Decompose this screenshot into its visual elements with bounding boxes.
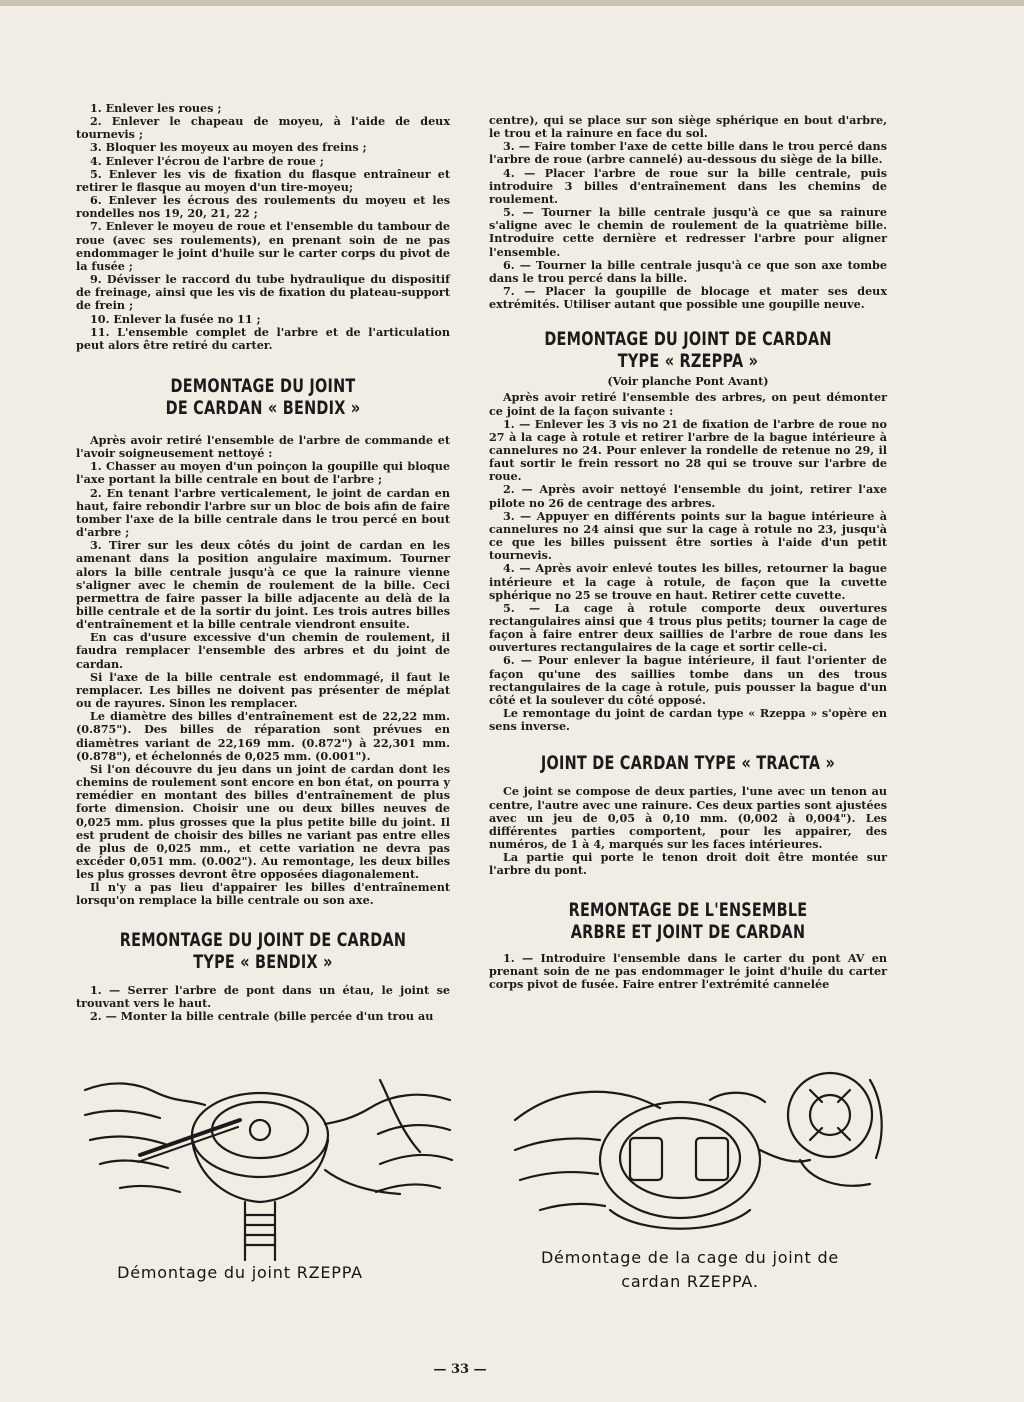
- paragraph: 1. — Introduire l'ensemble dans le carter du pont AV en prenant soin de ne pas endommager le joint d'huile du carter corps pivot de fusée. Faire entrer l'extrémité cannelée: [489, 950, 887, 991]
- list-item: 3. Bloquer les moyeux au moyen des freins ;: [90, 140, 367, 155]
- paragraph: 2. — Après avoir nettoyé l'ensemble du joint, retirer l'axe pilote no 26 de centrage des arbres.: [489, 482, 887, 510]
- figure-caption-right-line2: cardan RZEPPA.: [621, 1272, 759, 1291]
- paragraph: 6. — Tourner la bille centrale jusqu'à ce que son axe tombe dans le trou percé dans la bille.: [489, 257, 887, 285]
- list-item: 7. Enlever le moyeu de roue et l'ensemble du tambour de roue (avec ses roulements), en prenant soin de ne pas endommager le joint d'huile sur le carter corps du pivot de la fusée ;: [76, 219, 450, 273]
- figure-caption-right-line1: Démontage de la cage du joint de: [540, 1248, 840, 1267]
- bendix-remontage-text: [76, 984, 450, 1023]
- paragraph: 2. En tenant l'arbre verticalement, le joint de cardan en haut, faire rebondir l'arbre sur un bloc de bois afin de faire tomber l'axe de la bille centrale dans le trou percé en bout d'arbre ;: [76, 485, 450, 540]
- list-item: 5. Enlever les vis de fixation du flasque entraîneur et retirer le flasque au moyen d'un tire-moyeu;: [76, 166, 450, 194]
- section-title-rzeppa-1: DEMONTAGE DU JOINT DE CARDAN: [544, 329, 832, 351]
- figure-caption-left: Démontage du joint RZEPPA: [117, 1263, 363, 1282]
- list-item: 11. L'ensemble complet de l'arbre et de l'articulation peut alors être retiré du carter.: [76, 324, 450, 352]
- list-item: 6. Enlever les écrous des roulements du moyeu et les rondelles nos 19, 20, 21, 22 ;: [76, 193, 450, 221]
- paragraph: 1. — Enlever les 3 vis no 21 de fixation de l'arbre de roue no 27 à la cage à rotule et retirer l'arbre de la bague intérieure à cannelures no 24. Pour enlever la rondelle de retenue no 29, il faut sortir le frein ressort no 28 qui se trouve sur l'arbre de roue.: [489, 416, 887, 484]
- illustration-rzeppa-cage: [510, 1060, 890, 1245]
- paragraph: Le remontage du joint de cardan type « Rzeppa » s'opère en sens inverse.: [489, 706, 887, 734]
- paragraph: 3. — Appuyer en différents points sur la bague intérieure à cannelures no 24 ainsi que sur la cage à rotule no 23, jusqu'à ce que les billes puissent être sorties à l'aide d'un petit tournevis.: [489, 508, 887, 563]
- paragraph: La partie qui porte le tenon droit doit être montée sur l'arbre du pont.: [489, 850, 887, 878]
- section-title-bendix-demontage-2: DE CARDAN « BENDIX »: [165, 397, 361, 419]
- paragraph: 5. — Tourner la bille centrale jusqu'à ce que sa rainure s'aligne avec le chemin de roulement de la quatrième bille. Introduire cette dernière et redresser l'arbre pour aligner l'ensemble.: [489, 205, 887, 259]
- paragraph: Ce joint se compose de deux parties, l'une avec un tenon au centre, l'autre avec une rainure. Ces deux parties sont ajustées avec un jeu de 0,05 à 0,10 mm. (0,002 à 0,004"). Les différentes parties comportent, pour les appairer, des numéros, de 1 à 4, marqués sur les faces intérieures.: [489, 784, 887, 852]
- paragraph: Il n'y a pas lieu d'appairer les billes d'entraînement lorsqu'on remplace la bille centrale ou son axe.: [76, 880, 450, 908]
- paragraph: centre), qui se place sur son siège sphérique en bout d'arbre, le trou et la rainure en face du sol.: [489, 113, 887, 141]
- list-item: 1. Enlever les roues ;: [90, 101, 222, 115]
- paragraph: 1. — Serrer l'arbre de pont dans un étau, le joint se trouvant vers le haut.: [76, 982, 450, 1010]
- paragraph: 6. — Pour enlever la bague intérieure, il faut l'orienter de façon qu'une des saillies tombe dans un des trous rectangulaires de la cage à rotule, puis pousser la bague d'un côté et la soulever du côté opposé.: [489, 653, 887, 707]
- section-subtitle: (Voir planche Pont Avant): [607, 374, 769, 389]
- page-edge: [0, 0, 1024, 6]
- left-column: [76, 102, 450, 1023]
- paragraph: 1. Chasser au moyen d'un poinçon la goupille qui bloque l'axe portant la bille centrale en bout de l'arbre ;: [76, 459, 450, 487]
- paragraph: 5. — La cage à rotule comporte deux ouvertures rectangulaires ainsi que 4 trous plus petits; tourner la cage de façon à faire entrer deux saillies de l'arbre de roue dans les ouvertures rectangulaires de la cage et sortir celle-ci.: [489, 600, 887, 655]
- paragraph: Après avoir retiré l'ensemble des arbres, on peut démonter ce joint de la façon suivante :: [489, 390, 887, 418]
- intro-list: [76, 102, 450, 352]
- bendix-remontage-continuation: [489, 114, 887, 311]
- paragraph: 7. — Placer la goupille de blocage et mater ses deux extrémités. Utiliser autant que possible une goupille neuve.: [489, 284, 887, 312]
- paragraph: 3. — Faire tomber l'axe de cette bille dans le trou percé dans l'arbre de roue (arbre cannelé) au-dessous du siège de la bille.: [489, 139, 887, 167]
- section-title-bendix-demontage-1: DEMONTAGE DU JOINT: [170, 375, 356, 397]
- right-column: [489, 114, 887, 991]
- list-item: 2. Enlever le chapeau de moyeu, à l'aide de deux tournevis ;: [76, 114, 450, 142]
- list-item: 9. Dévisser le raccord du tube hydraulique du dispositif de freinage, ainsi que les vis de fixation du plateau-support de frein ;: [76, 272, 450, 313]
- section-title-remontage-ensemble-2: ARBRE ET JOINT DE CARDAN: [570, 921, 806, 943]
- page-number: — 33 —: [433, 1362, 487, 1377]
- paragraph: 4. — Après avoir enlevé toutes les billes, retourner la bague intérieure et la cage à rotule, de façon que la cuvette sphérique no 25 se trouve en haut. Retirer cette cuvette.: [489, 561, 887, 602]
- section-title-tracta: JOINT DE CARDAN TYPE « TRACTA »: [540, 753, 836, 775]
- tracta-text: [489, 785, 887, 877]
- paragraph: Le diamètre des billes d'entraînement est de 22,22 mm. (0.875"). Des billes de réparation sont prévues en diamètres variant de 22,169 mm. (0.872") à 22,301 mm. (0.878"), et échelonnés de 0,025 mm. (0.001").: [76, 709, 450, 763]
- list-item: 4. Enlever l'écrou de l'arbre de roue ;: [90, 153, 324, 168]
- illustration-rzeppa-joint: [80, 1060, 455, 1265]
- remontage-ensemble-text: [489, 952, 887, 991]
- bendix-demontage-text: [76, 434, 450, 908]
- list-item: 10. Enlever la fusée no 11 ;: [90, 311, 261, 326]
- paragraph: Après avoir retiré l'ensemble de l'arbre de commande et l'avoir soigneusement nettoyé :: [76, 432, 450, 461]
- section-title-remontage-ensemble-1: REMONTAGE DE L'ENSEMBLE: [568, 899, 808, 921]
- paragraph: 4. — Placer l'arbre de roue sur la bille centrale, puis introduire 3 billes d'entraînement dans les chemins de roulement.: [489, 165, 887, 206]
- paragraph: 2. — Monter la bille centrale (bille percée d'un trou au: [90, 1008, 434, 1023]
- paragraph: En cas d'usure excessive d'un chemin de roulement, il faudra remplacer l'ensemble des arbres et du joint de cardan.: [76, 630, 450, 671]
- rzeppa-demontage-text: [489, 391, 887, 733]
- section-title-bendix-remontage-2: TYPE « BENDIX »: [193, 951, 333, 973]
- section-title-rzeppa-2: TYPE « RZEPPA »: [617, 351, 759, 373]
- paragraph: Si l'axe de la bille centrale est endommagé, il faut le remplacer. Les billes ne doivent pas présenter de méplat ou de rayures. Sinon les remplacer.: [76, 669, 450, 711]
- paragraph: Si l'on découvre du jeu dans un joint de cardan dont les chemins de roulement sont encore en bon état, on pourra y remédier en montant des billes d'entraînement de plus forte dimension. Choisir une ou deux billes neuves de 0,025 mm. plus grosses que la plus petite bille du joint. Il est prudent de choisir des billes ne variant pas entre elles de plus de 0,025 mm., et cette variation ne devra pas excéder 0,051 mm. (0.002"). Au remontage, les deux billes les plus grosses devront être opposées diagonalement.: [76, 761, 450, 882]
- section-title-bendix-remontage-1: REMONTAGE DU JOINT DE CARDAN: [119, 929, 407, 951]
- paragraph: 3. Tirer sur les deux côtés du joint de cardan en les amenant dans la position angulaire maximum. Tourner alors la bille centrale jusqu'à ce que la rainure vienne s'aligner avec le chemin de roulement de la bille. Ceci permettra de faire passer la bille adjacente au delà de la bille centrale et de la sortir du joint. Les trois autres billes d'entraînement et la bille centrale viendront ensuite.: [76, 538, 450, 632]
